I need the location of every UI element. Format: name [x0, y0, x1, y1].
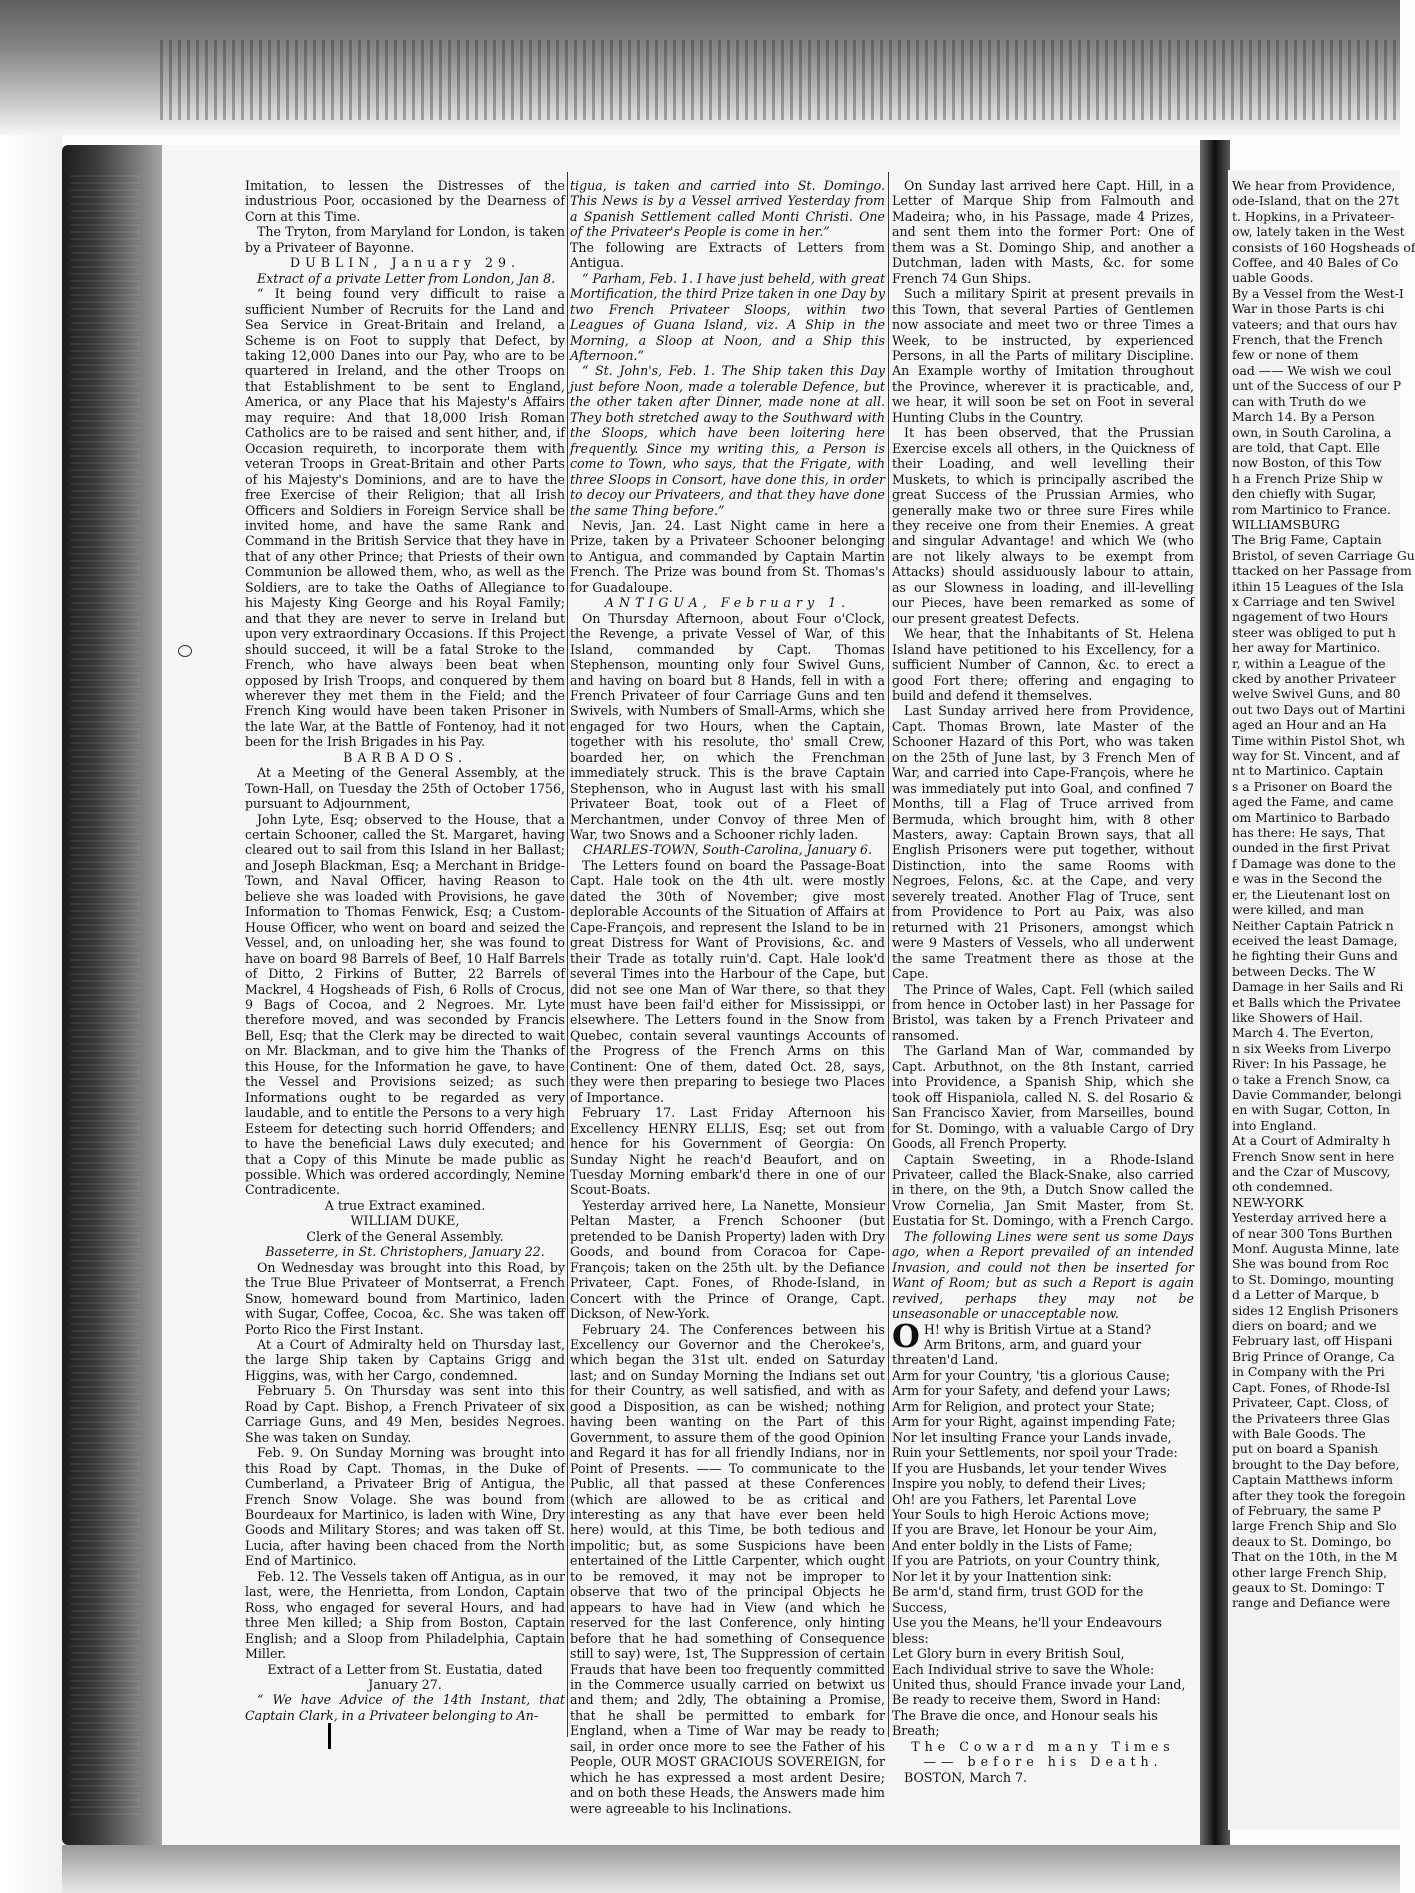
- text-line: range and Defiance were: [1232, 1595, 1391, 1611]
- paragraph: Feb. 12. The Vessels taken off Antigua, as in our last, were, the Henrietta, from London, Captain Ross, who engaged for several Hours, and had three Men killed; a Ship from Boston, Captain English; and a Sloop from Philadelphia, Captain Miller.: [245, 1568, 565, 1662]
- text-line: At a Court of Admiralty h: [1232, 1133, 1391, 1149]
- text-line: She was bound from Roc: [1232, 1256, 1389, 1272]
- text-line: e was in the Second the: [1232, 871, 1383, 887]
- text-line: ithin 15 Leagues of the Isla: [1232, 578, 1404, 594]
- paragraph: At a Court of Admiralty held on Thursday last, the large Ship taken by Captains Grigg and Higgins, was, with her Cargo, condemned.: [245, 1336, 565, 1383]
- text-line: of near 300 Tons Burthen: [1232, 1225, 1393, 1241]
- dateline-heading: CHARLES-TOWN, South-Carolina, January 6.: [582, 842, 873, 858]
- text-line: sides 12 English Prisoners: [1232, 1302, 1399, 1318]
- text-line: oth condemned.: [1232, 1179, 1333, 1195]
- paragraph: Yesterday arrived here, La Nanette, Monsieur Peltan Master, a French Schooner (but pretended to be Danish Property) laden with Dry Goods, and bound from Coracoa for Cape-François; taken on the 25th ult. by the Defiance Privateer, Capt. Fones, of Rhode-Island, in Concert with the Prince of Orange, Capt. Dickson, of New-York.: [570, 1197, 885, 1322]
- text-line: own, in South Carolina, a: [1232, 424, 1392, 440]
- poem-line: Be arm'd, stand firm, trust GOD for the Success,: [892, 1584, 1144, 1615]
- paragraph: The following are Extracts of Letters from Antigua.: [570, 239, 885, 271]
- paragraph: “ Parham, Feb. 1. I have just beheld, with great Mortification, the third Prize taken in one Day by two French Privateer Sloops, within two Leagues of Guana Island, viz. A Ship in the Morning, a Sloop at Noon, and a Ship this Afternoon.”: [570, 270, 886, 363]
- poem-line: Nor let it by your Inattention sink:: [892, 1568, 1112, 1584]
- signature-name: WILLIAM DUKE,: [350, 1213, 460, 1229]
- paragraph: The Garland Man of War, commanded by Capt. Arbuthnot, on the 8th Instant, carried into Providence, a Spanish Ship, which she took off Hispaniola, called N. S. del Rosario & San Francisco Xavier, from Marseilles, bound for St. Domingo, with a valuable Cargo of Dry Goods, all French Property.: [892, 1043, 1194, 1152]
- poem-line: Arm for your Right, against impending Fate;: [892, 1414, 1176, 1430]
- paragraph: The Tryton, from Maryland for London, is taken by a Privateer of Bayonne.: [245, 224, 565, 255]
- text-line: den chiefly with Sugar,: [1232, 486, 1377, 502]
- poem-line: Nor let insulting France your Lands invade,: [892, 1429, 1172, 1445]
- paragraph: Last Sunday arrived here from Providence, Capt. Thomas Brown, late Master of the Schooner Hazard of this Port, who was taken on the 25th of June last, by 3 French Men of War, and carried into Cape-François, where he was immediately put into Goal, and confined 7 Months, till a Flag of Truce arrived from Bermuda, which brought him, with 8 other Masters, away: Captain Brown says, that all English Prisoners were put together, without Distinction, into the same Rooms with Negroes, Felons, &c. at the Cape, and very severely treated. Another Flag of Truce, sent from Providence to Port au Paix, was also returned with 21 Prisoners, amongst which were 9 Masters of Vessels, who all underwent the same Treatment there as those at the Cape.: [892, 703, 1194, 982]
- poem-line: Each Individual strive to save the Whole:: [892, 1661, 1155, 1677]
- paragraph: We hear, that the Inhabitants of St. Helena Island have petitioned to his Excellency, for a sufficient Number of Cannon, &c. to erect a good Fort there; offering and engaging to build and defend it themselves.: [892, 626, 1194, 703]
- text-line: River: In his Passage, he: [1232, 1056, 1387, 1072]
- poem-line: Use you the Means, he'll your Endeavours bless:: [892, 1615, 1162, 1646]
- paragraph: On Thursday Afternoon, about Four o'Clock, the Revenge, a private Vessel of War, of this Island, commanded by Capt. Thomas Stephenson, mounting only four Swivel Guns, and having on board but 8 Hands, fell in with a French Privateer of four Carriage Guns and ten Swivels, with Numbers of Small-Arms, which she engaged for two Hours, when the Captain, together with his resolute, tho' small Crew, boarded her, on which the Frenchman immediately struck. This is the brave Captain Stephenson, who in August last with his small Privateer Boat, took out of a Fleet of Merchantmen, under Convoy of three Men of War, two Snows and a Schooner richly laden.: [570, 610, 885, 843]
- text-line: h a French Prize Ship w: [1232, 470, 1383, 486]
- text-line: The Brig Fame, Captain: [1232, 532, 1382, 548]
- paragraph: “ We have Advice of the 14th Instant, that Captain Clark, in a Privateer belonging to An-: [245, 1692, 565, 1723]
- paragraph: Such a military Spirit at present prevails in this Town, that several Parties of Gentlemen now associate and meet two or three Times a Week, to be instructed, by experienced Persons, in all the Parts of military Discipline. An Example worthy of Imitation throughout the Province, wherever it is practicable, and, we hear, it will soon be set on Foot in several Hunting Clubs in the Country.: [892, 286, 1194, 425]
- paragraph: It has been observed, that the Prussian Exercise excels all others, in the Quickness of their Loading, and well levelling their Muskets, to which is principally ascribed the great Success of the Prussian Armies, who generally make two or three sure Fires while they receive one from their Enemies. A great and singular Advantage! and which We (who are not likely always to be exempt from Attacks) should assiduously labour to attain, as our Slowness in loading, and ill-levelling our Pieces, have been remarked as some of our present greatest Defects.: [892, 425, 1194, 626]
- text-line: t. Hopkins, in a Privateer-: [1232, 208, 1395, 224]
- text-line: oad —— We wish we coul: [1232, 362, 1392, 378]
- text-line: nt to Martinico. Captain: [1232, 763, 1384, 779]
- column-rule: [888, 172, 889, 1737]
- paragraph: On Sunday last arrived here Capt. Hill, in a Letter of Marque Ship from Falmouth and Madeira; who, in his Passage, made 4 Prizes, and sent them into the former Port: One of them was a St. Domingo Ship, and another a Dutchman, laden with Masts, &c. for some French 74 Gun Ships.: [892, 178, 1194, 286]
- page-gutter: [1200, 140, 1230, 1850]
- scanner-speckle: [160, 40, 1400, 120]
- poem-line: Arm for your Country, 'tis a glorious Cause;: [892, 1367, 1170, 1383]
- text-line: o take a French Snow, ca: [1232, 1071, 1390, 1087]
- text-line: ounded in the first Privat: [1232, 840, 1390, 856]
- paragraph: “ St. John's, Feb. 1. The Ship taken this Day just before Noon, made a tolerable Defence, but the other taken after Dinner, made none at all. They both stretched away to the Southward with the Sloops, which have been loitering here frequently. Since my writing this, a Person is come to Town, who says, that the Frigate, with three Sloops in Consort, have done this, in order to decoy our Privateers, and that they have done the same Thing before.”: [570, 363, 885, 518]
- dateline-heading: The Coward many Times —— before his Death.: [911, 1738, 1175, 1770]
- poem-line: Ruin your Settlements, nor spoil your Trade:: [892, 1445, 1178, 1461]
- text-line: deaux to St. Domingo, bo: [1232, 1533, 1392, 1549]
- poem-line: United thus, should France invade your Land,: [892, 1676, 1186, 1692]
- text-line: Captain Matthews inform: [1232, 1472, 1393, 1488]
- text-line: cked by another Privateer: [1232, 671, 1396, 686]
- paragraph: The Prince of Wales, Capt. Fell (which sailed from hence in October last) in her Passage for Bristol, was taken by a French Privateer and ransomed.: [892, 981, 1194, 1043]
- text-line: d a Letter of Marque, b: [1232, 1287, 1379, 1303]
- text-line: were killed, and man: [1232, 902, 1365, 918]
- text-line: WILLIAMSBURG: [1232, 516, 1340, 532]
- ink-blot-icon: [178, 645, 192, 657]
- text-line: out two Days out of Martini: [1232, 701, 1406, 717]
- poem-line-text: H! why is British Virtue at a Stand?: [923, 1321, 1152, 1337]
- poem-line: If you are Patriots, on your Country think,: [892, 1553, 1161, 1569]
- paragraph: Nevis, Jan. 24. Last Night came in here a Prize, taken by a Privateer Schooner belonging to Antigua, and commanded by Captain Martin French. The Prize was bound from St. Thomas's for Guadaloupe.: [570, 517, 885, 595]
- signature-line: A true Extract examined.: [324, 1197, 486, 1213]
- text-line: put on board a Spanish: [1232, 1441, 1379, 1457]
- section-heading: BARBADOS.: [343, 749, 467, 765]
- text-line: has there: He says, That: [1232, 825, 1385, 841]
- text-line: Yesterday arrived here a: [1232, 1210, 1387, 1226]
- paragraph: BOSTON, March 7.: [904, 1769, 1027, 1785]
- text-line: to St. Domingo, mounting: [1232, 1271, 1395, 1287]
- poem-line: Inspire you nobly, to defend their Lives;: [892, 1476, 1146, 1492]
- poem-line: Arm for Religion, and protect your State;: [892, 1398, 1155, 1414]
- dateline-heading: ANTIGUA, February 1.: [604, 595, 851, 611]
- text-line: er, the Lieutenant lost on: [1232, 886, 1391, 902]
- text-line: Monf. Augusta Minne, late: [1232, 1241, 1400, 1257]
- text-line: other large French Ship,: [1232, 1564, 1388, 1580]
- paragraph: February 17. Last Friday Afternoon his Excellency HENRY ELLIS, Esq; set out from hence for his Government of Georgia: On Sunday Night he reach'd Beaufort, and on Tuesday Morning embark'd there in one of our Scout-Boats.: [570, 1105, 885, 1198]
- scanner-bottom-shadow: [62, 1845, 1400, 1893]
- text-line: into England.: [1232, 1117, 1317, 1133]
- text-line: large French Ship and Slo: [1232, 1518, 1397, 1534]
- poem-line: Arm for your Safety, and defend your Laws;: [892, 1383, 1171, 1399]
- paragraph: John Lyte, Esq; observed to the House, that a certain Schooner, called the St. Margaret, having cleared out to sail from this Island in her Ballast; and Joseph Blackman, Esq; a Merchant in Bridge-Town, and Naval Officer, having Reason to believe she was loaded with Provisions, he gave Information to Thomas Fenwick, Esq; a Custom-House Officer, who went on board and seized the Vessel, and, on unloading her, she was found to have on board 98 Barrels of Beef, 10 Half Barrels of Ditto, 2 Firkins of Butter, 22 Barrels of Mackrel, 4 Hogsheads of Fish, 6 Rolls of Crocus, 9 Bags of Cocoa, and 2 Negroes. Mr. Lyte therefore moved, and was seconded by Francis Bell, Esq; that the Clerk may be directed to wait on Mr. Blackman, and to give him the Thanks of this House, for the Information he gave, to have the Vessel and Provisions seized; as such Informations ought to be regarded as very laudable, and to entitle the Persons to a very high Esteem for detecting such horrid Offenders; and to have the beneficial Laws duly executed; and that a Copy of this Minute be made public as possible. Which was ordered accordingly, Nemine Contradicente.: [245, 811, 565, 1198]
- text-line: Davie Commander, belongi: [1232, 1086, 1402, 1102]
- text-line: like Showers of Hail.: [1232, 1009, 1363, 1025]
- text-line: vateers; and that ours hav: [1232, 316, 1397, 332]
- text-line: Capt. Fones, of Rhode-Isl: [1232, 1379, 1391, 1395]
- book-binding-edge: [62, 145, 162, 1845]
- poem-line: Be ready to receive them, Sword in Hand:: [892, 1692, 1161, 1708]
- paragraph: Captain Sweeting, in a Rhode-Island Privateer, called the Black-Snake, also carried in there, on the 9th, a Dutch Snow called the Vrow Cornelia, Jan Smit Master, from St. Eustatia for St. Domingo, with a French Cargo.: [892, 1151, 1194, 1229]
- column-4-cropped: [1232, 178, 1415, 1678]
- paragraph: “ It being found very difficult to raise a sufficient Number of Recruits for the Land and Sea Service in Great-Britain and Ireland, a Scheme is on Foot to supply that Defect, by taking 12,000 Danes into our Pay, who are to be quartered in Ireland, and the other Troops on that Establishment to be sent to England, America, or any Place that his Majesty's Affairs may require: And that 18,000 Irish Roman Catholics are to be raised and sent hither, and, if Occasion requireth, to incorporate them with veteran Troops in Great-Britain and other Parts of his Majesty's Dominions, and are to have the free Exercise of their Religion; that all Irish Officers and Soldiers in Foreign Service shall be invited home, and have the same Rank and Command in the British Service that they have in that of any other Prince; that Priests of their own Communion be allowed them, who, as well as the Soldiers, are to take the Oaths of Allegiance to his Majesty King George and his Royal Family; and that they are never to serve in Ireland but upon very extraordinary Occasions. If this Project should succeed, it will be a fatal Stroke to the French, who have always been beat when opposed by Irish Troops, and conquered by them wherever they met them in the Field; and the French King would have been taken Prisoner in the late War, at the Battle of Fontenoy, had it not been for the Irish Brigades in his Pay.: [245, 286, 565, 750]
- paragraph: On Wednesday was brought into this Road, by the True Blue Privateer of Montserrat, a French Snow, homeward bound from Martinico, laden with Sugar, Coffee, Cocoa, &c. She was taken off Porto Rico the First Instant.: [245, 1259, 565, 1337]
- text-cursor-icon: [328, 1723, 331, 1749]
- dateline-heading: Basseterre, in St. Christophers, January 22.: [265, 1244, 545, 1260]
- paragraph: The Letters found on board the Passage-Boat Capt. Hale took on the 4th ult. were mostly dated the 30th of November; give most deplorable Accounts of the Situation of Affairs at Cape-François, and represent the Island to be in great Distress for Want of Provisions, &c. and their Trade as totally ruin'd. Capt. Hale look'd several Times into the Harbour of the Cape, but did not see one Man of War there, so that they must have been fail'd either for Mississippi, or elsewhere. The Letters found in the Snow from Quebec, contain several vauntings Accounts of the Progress of the French Arms on this Continent: One of them, dated Oct. 28, says, they were then preparing to besiege two Places of Importance.: [570, 857, 885, 1105]
- text-line: War in those Parts is chi: [1232, 301, 1385, 317]
- text-line: NEW-YORK: [1232, 1194, 1304, 1210]
- text-line: French Snow sent in here: [1232, 1148, 1395, 1164]
- left-margin: [0, 135, 62, 1893]
- text-line: her away for Martinico.: [1232, 640, 1381, 656]
- text-line: March 4. The Everton,: [1232, 1025, 1374, 1041]
- text-line: Time within Pistol Shot, wh: [1232, 732, 1406, 748]
- text-line: steer was obliged to put h: [1232, 624, 1396, 640]
- text-line: and the Czar of Muscovy,: [1232, 1164, 1391, 1179]
- paragraph: February 5. On Thursday was sent into this Road by Capt. Bishop, a French Privateer of six Carriage Guns, and 49 Men, besides Negroes. She was taken on Sunday.: [245, 1383, 565, 1445]
- text-line: now Boston, of this Tow: [1232, 455, 1382, 471]
- text-line: ow, lately taken in the West: [1232, 224, 1405, 240]
- text-line: We hear from Providence,: [1232, 178, 1396, 193]
- poem-line: Let Glory burn in every British Soul,: [892, 1646, 1125, 1662]
- text-line: way for St. Vincent, and af: [1232, 748, 1400, 764]
- text-line: aged an Hour and an Ha: [1232, 717, 1387, 733]
- text-line: of February, the same P: [1232, 1502, 1381, 1518]
- poem-line: If you are Husbands, let your tender Wives: [892, 1460, 1167, 1476]
- text-line: s a Prisoner on Board the: [1232, 778, 1393, 794]
- column-1: [245, 178, 565, 1746]
- text-line: Privateer, Capt. Closs, of: [1232, 1395, 1388, 1411]
- text-line: By a Vessel from the West-I: [1232, 285, 1404, 301]
- text-line: unt of the Success of our P: [1232, 378, 1402, 394]
- poem-line: Oh! are you Fathers, let Parental Love: [892, 1491, 1137, 1507]
- text-line: with Bale Goods. The: [1232, 1425, 1366, 1441]
- poem-line: Your Souls to high Heroic Actions move;: [892, 1506, 1150, 1522]
- column-rule: [567, 172, 568, 1737]
- text-line: between Decks. The W: [1232, 963, 1376, 979]
- text-line: en with Sugar, Cotton, In: [1232, 1102, 1391, 1118]
- text-line: x Carriage and ten Swivel: [1232, 593, 1396, 609]
- text-line: February last, off Hispani: [1232, 1333, 1393, 1349]
- text-line: March 14. By a Person: [1232, 409, 1375, 425]
- text-line: eceived the least Damage,: [1232, 932, 1398, 948]
- text-line: aged the Fame, and came: [1232, 794, 1394, 810]
- text-line: diers on board; and we: [1232, 1318, 1377, 1334]
- text-line: can with Truth do we: [1232, 393, 1367, 409]
- paragraph: Feb. 9. On Sunday Morning was brought into this Road by Capt. Thomas, in the Duke of Cumberland, a Privateer Brig of Antigua, the French Snow Volage. She was bound from Bourdeaux for Martinico, is laden with Wine, Dry Goods and Military Stores; and was taken off St. Lucia, after having been chaced from the North End of Martinico.: [245, 1445, 565, 1569]
- drop-cap-o: O: [892, 1316, 920, 1355]
- poem-intro: The following Lines were sent us some Days ago, when a Report prevailed of an intended Invasion, and could not then be inserted for Want of Room; but as such a Report is again revived, perhaps they may not be unseasonable or unacceptable now.: [892, 1228, 1194, 1322]
- text-line: welve Swivel Guns, and 80: [1232, 686, 1401, 702]
- text-line: f Damage was done to the: [1232, 855, 1396, 871]
- text-line: ttacked on her Passage from: [1232, 563, 1412, 579]
- text-line: om Martinico to Barbado: [1232, 809, 1390, 825]
- text-line: n six Weeks from Liverpo: [1232, 1040, 1391, 1056]
- text-line: r, within a League of the: [1232, 655, 1386, 671]
- text-line: Damage in her Sails and Ri: [1232, 979, 1404, 995]
- text-line: consists of 160 Hogsheads of: [1232, 239, 1415, 255]
- text-line: geaux to St. Domingo: T: [1232, 1579, 1385, 1595]
- paragraph: Extract of a private Letter from London, Jan 8.: [257, 270, 556, 286]
- text-line: in Company with the Pri: [1232, 1364, 1385, 1380]
- poem-line: If you are Brave, let Honour be your Aim,: [892, 1522, 1158, 1538]
- text-line: ngagement of two Hours: [1232, 609, 1389, 625]
- text-line: Brig Prince of Orange, Ca: [1232, 1348, 1395, 1364]
- text-line: brought to the Day before,: [1232, 1456, 1400, 1472]
- text-line: Coffee, and 40 Bales of Co: [1232, 255, 1399, 271]
- text-line: That on the 10th, in the M: [1232, 1549, 1398, 1565]
- text-line: French, that the French: [1232, 332, 1383, 348]
- text-line: he fighting their Guns and: [1232, 948, 1398, 964]
- text-line: rom Martinico to France.: [1232, 501, 1391, 517]
- text-line: Neither Captain Patrick n: [1232, 917, 1394, 933]
- column-2: [570, 178, 886, 1816]
- text-line: et Balls which the Privatee: [1232, 994, 1401, 1010]
- column-3: [892, 178, 1194, 1785]
- paragraph: Extract of a Letter from St. Eustatia, dated January 27.: [267, 1661, 543, 1692]
- paragraph: tigua, is taken and carried into St. Domingo. This News is by a Vessel arrived Yesterday from a Spanish Settlement called Monti Christi. One of the Privateer's People is come in her.”: [570, 178, 885, 240]
- text-line: the Privateers three Glas: [1232, 1410, 1390, 1426]
- poem-line: The Brave die once, and Honour seals his Breath;: [892, 1707, 1158, 1739]
- text-line: ode-Island, that on the 27t: [1232, 193, 1399, 209]
- paragraph: February 24. The Conferences between his Excellency our Governor and the Cherokee's, which began the 31st ult. ended on Saturday last; and on Sunday Morning the Indians set out for their Country, as well satisfied, and with as good a Disposition, as can be wished; nothing having been wanting on the Part of this Government, to assure them of the good Opinion and Regard it has for all friendly Indians, nor in Point of Presents. —— To communicate to the Public, all that passed at these Conferences (which are allowed to be as critical and interesting as any that have ever been held here) would, at this Time, be both tedious and impolitic; but, as some Suspicions have been entertained of the Little Carpenter, which ought to be removed, it may not be improper to observe that two of the principal Objects he appears to have had in View (and which he reserved for the last Conference, only hinting before that he had something of Consequence still to say) were, 1st, The Suppression of certain Frauds that have been too frequently committed in the Commerce usually carried on betwixt us and them; and 2dly, The obtaining a Promise, that he shall be permitted to embark for England, when a Time of War may be ready to sail, in order once more to see the Father of his People, OUR MOST GRACIOUS SOVEREIGN, for which he has expressed a most ardent Desire; and on both these Heads, the Answers made him were agreeable to his Inclinations.: [570, 1321, 885, 1816]
- signature-title: Clerk of the General Assembly.: [306, 1228, 504, 1244]
- paragraph: At a Meeting of the General Assembly, at the Town-Hall, on Tuesday the 25th of October 1756, pursuant to Adjournment,: [245, 765, 565, 812]
- text-line: few or none of them: [1232, 347, 1359, 363]
- text-line: are told, that Capt. Elle: [1232, 439, 1381, 455]
- text-line: uable Goods.: [1232, 270, 1314, 286]
- dateline-heading: DUBLIN, January 29.: [290, 255, 520, 271]
- paragraph: Imitation, to lessen the Distresses of the industrious Poor, occasioned by the Dearness of Corn at this Time.: [245, 178, 565, 224]
- text-line: after they took the foregoin: [1232, 1487, 1406, 1503]
- poem-line: Arm Britons, arm, and guard your threaten'd Land.: [892, 1336, 1142, 1368]
- poem-line: And enter boldly in the Lists of Fame;: [892, 1537, 1133, 1553]
- text-line: Bristol, of seven Carriage Gu: [1232, 547, 1415, 563]
